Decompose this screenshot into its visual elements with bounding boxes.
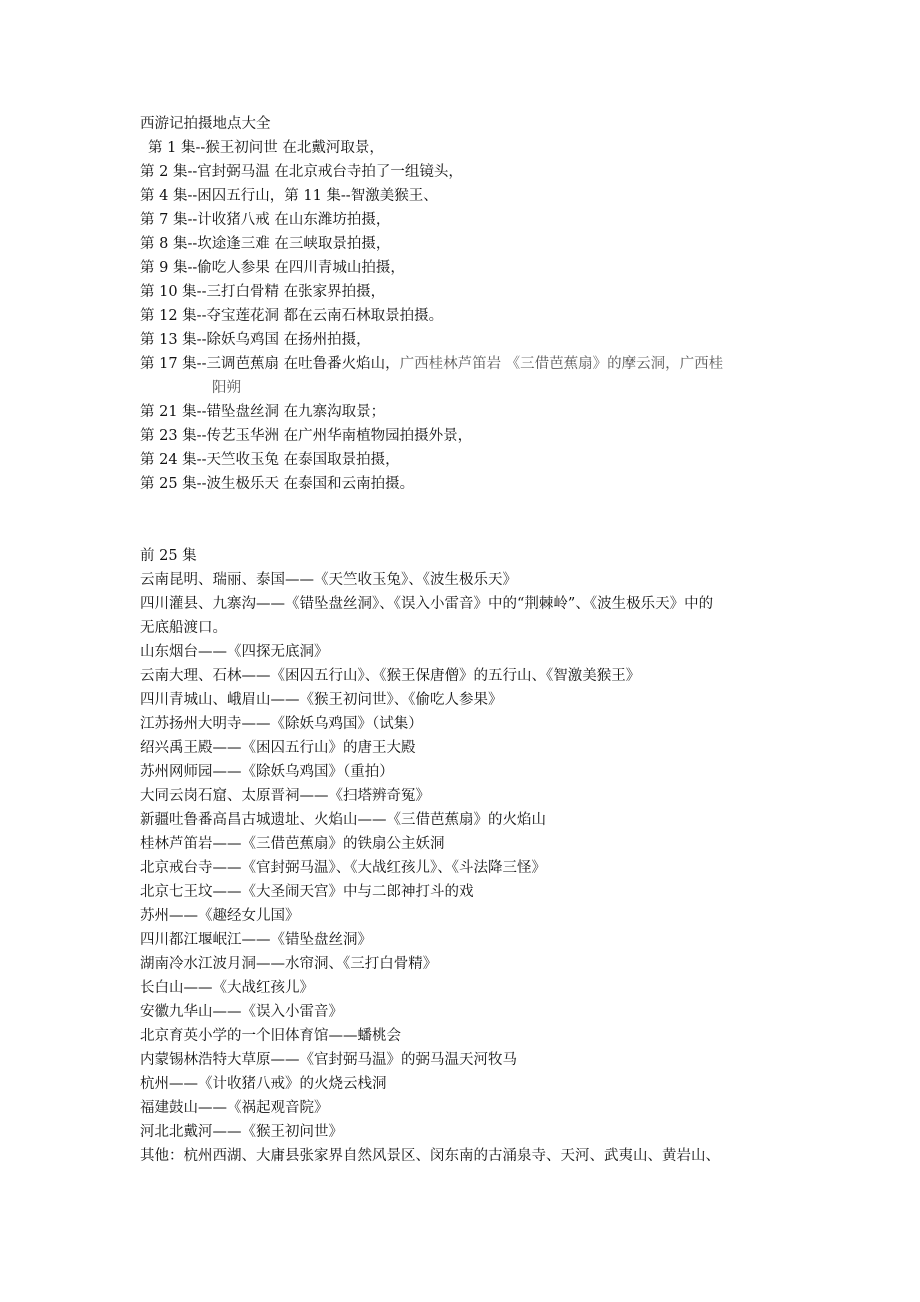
episode-name: 第 17 集--三调芭蕉扇	[140, 356, 279, 372]
location-line: 苏州——《趣经女儿国》	[140, 908, 300, 924]
episode-name: 第 24 集--天竺收玉兔	[140, 452, 279, 468]
episode-place: 在山东潍坊拍摄，	[274, 212, 391, 228]
episode-line	[140, 352, 723, 376]
episode-line	[140, 304, 443, 328]
episode-place: 在北戴河取景，	[282, 140, 384, 156]
episode-place: 在吐鲁番火焰山，	[283, 356, 400, 372]
episode-line	[140, 280, 385, 304]
episode-place: 在四川青城山拍摄，	[274, 260, 405, 276]
episode-extra: 广西桂林芦笛岩 《三借芭蕉扇》的摩云洞，广西桂	[399, 356, 724, 372]
episode-line	[140, 448, 400, 472]
location-line: 四川青城山、峨眉山——《猴王初问世》、《偷吃人参果》	[140, 692, 503, 708]
episode-line	[140, 160, 463, 184]
episode-line	[140, 472, 414, 496]
episode-name: 第 13 集--除妖乌鸡国	[140, 332, 279, 348]
episode-place: 在泰国取景拍摄，	[283, 452, 400, 468]
episode-line	[140, 400, 385, 424]
location-line: 绍兴禹王殿——《困囚五行山》的唐王大殿	[140, 740, 416, 756]
episode-name: 第 1 集--猴王初问世	[148, 140, 278, 156]
location-line: 山东烟台——《四探无底洞》	[140, 644, 329, 660]
location-line: 江苏扬州大明寺——《除妖乌鸡国》（试集）	[140, 716, 423, 732]
episode-name: 第 25 集--波生极乐天	[140, 476, 279, 492]
location-line: 四川都江堰岷江——《错坠盘丝洞》	[140, 932, 372, 948]
location-line: 北京戒台寺——《官封弼马温》、《大战红孩儿》、《斗法降三怪》	[140, 860, 546, 876]
episode-line	[140, 256, 405, 280]
episode-place: 在广州华南植物园拍摄外景，	[283, 428, 473, 444]
episode-continuation: 阳朔	[212, 380, 241, 396]
episode-name: 第 8 集--坎途逢三难	[140, 236, 270, 252]
location-line: 杭州——《计收猪八戒》的火烧云栈洞	[140, 1076, 387, 1092]
episode-name: 第 23 集--传艺玉华洲	[140, 428, 279, 444]
location-line: 云南大理、石林——《困囚五行山》、《猴王保唐僧》的五行山、《智激美猴王》	[140, 668, 641, 684]
location-line: 桂林芦笛岩——《三借芭蕉扇》的铁扇公主妖洞	[140, 836, 445, 852]
episode-line	[140, 184, 438, 208]
episode-name: 第 10 集--三打白骨精	[140, 284, 279, 300]
episode-place: 在北京戒台寺拍了一组镜头，	[274, 164, 463, 180]
section-title: 前 25 集	[140, 548, 197, 564]
location-line: 新疆吐鲁番高昌古城遗址、火焰山——《三借芭蕉扇》的火焰山	[140, 812, 546, 828]
location-line: 长白山——《大战红孩儿》	[140, 980, 314, 996]
episode-name: 第 4 集--困囚五行山，第 11 集--智激美猴王、	[140, 188, 438, 204]
doc-title: 西游记拍摄地点大全	[140, 116, 271, 132]
episode-line	[140, 208, 390, 232]
episode-name: 第 9 集--偷吃人参果	[140, 260, 270, 276]
location-line: 福建鼓山——《祸起观音院》	[140, 1100, 329, 1116]
location-line: 苏州网师园——《除妖乌鸡国》（重拍）	[140, 764, 394, 780]
episode-name: 第 7 集--计收猪八戒	[140, 212, 270, 228]
episode-place: 在泰国和云南拍摄。	[283, 476, 415, 492]
location-line: 云南昆明、瑞丽、泰国——《天竺收玉兔》、《波生极乐天》	[140, 572, 517, 588]
location-line: 北京七王坟——《大圣闹天宫》中与二郎神打斗的戏	[140, 884, 474, 900]
location-line: 河北北戴河——《猴王初问世》	[140, 1124, 343, 1140]
episode-name: 第 21 集--错坠盘丝洞	[140, 404, 279, 420]
episode-line	[140, 424, 472, 448]
episode-name: 第 12 集--夺宝莲花洞	[140, 308, 279, 324]
episode-name: 第 2 集--官封弼马温	[140, 164, 270, 180]
episode-line	[148, 136, 384, 160]
episode-line	[140, 328, 371, 352]
location-line: 安徽九华山——《误入小雷音》	[140, 1004, 343, 1020]
location-line: 无底船渡口。	[140, 620, 227, 636]
location-line: 内蒙锡林浩特大草原——《官封弼马温》的弼马温天河牧马	[140, 1052, 517, 1068]
episode-place: 在九寨沟取景；	[283, 404, 386, 420]
episode-line	[140, 232, 390, 256]
location-line: 大同云岗石窟、太原晋祠——《扫塔辨奇冤》	[140, 788, 430, 804]
location-line: 四川灌县、九寨沟——《错坠盘丝洞》、《误入小雷音》中的“荆棘岭”、《波生极乐天》中的	[140, 596, 714, 612]
location-line: 湖南冷水江波月洞——水帘洞、《三打白骨精》	[140, 956, 438, 972]
episode-place: 在张家界拍摄，	[283, 284, 386, 300]
location-line: 其他：杭州西湖、大庸县张家界自然风景区、闵东南的古涌泉寺、天河、武夷山、黄岩山、	[140, 1148, 720, 1164]
episode-place: 在三峡取景拍摄，	[274, 236, 391, 252]
episode-place: 都在云南石林取景拍摄。	[283, 308, 444, 324]
location-line: 北京育英小学的一个旧体育馆——蟠桃会	[140, 1028, 401, 1044]
episode-place: 在扬州拍摄，	[283, 332, 371, 348]
